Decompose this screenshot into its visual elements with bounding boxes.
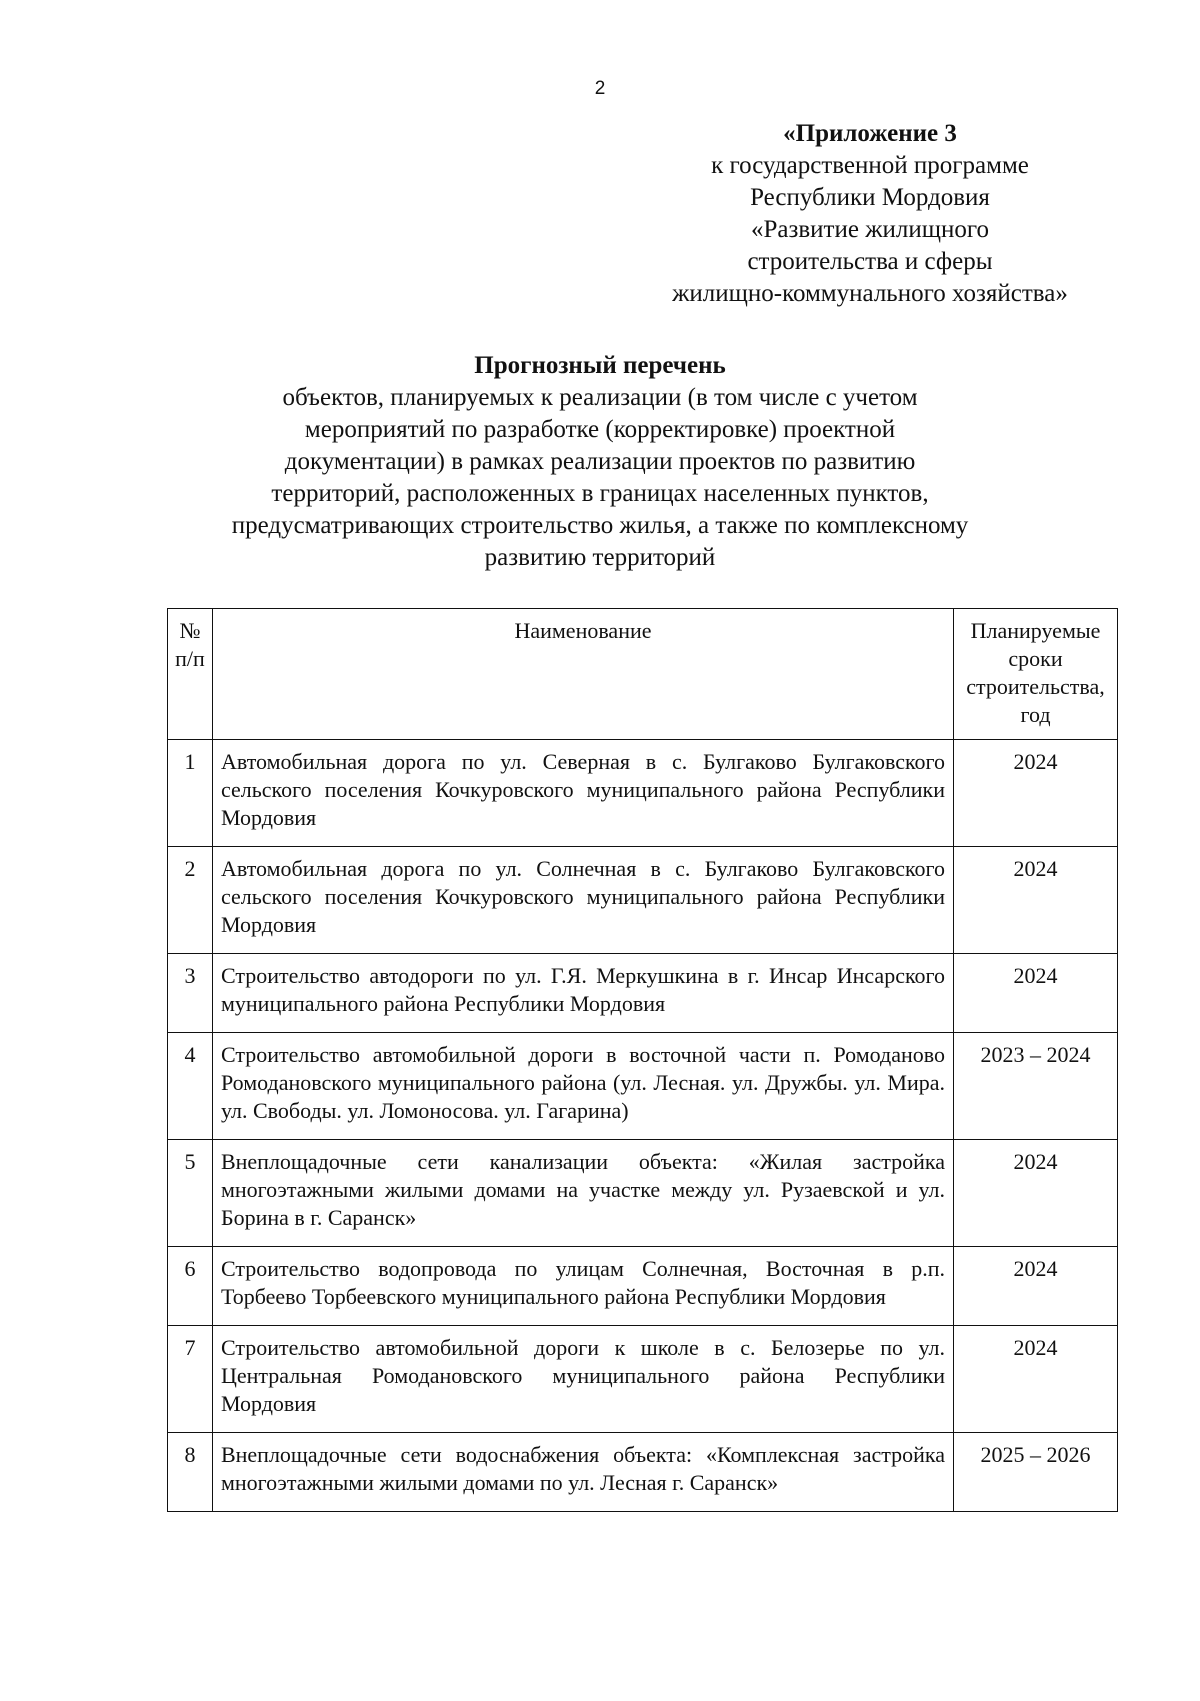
row-name: Строительство водопровода по улицам Солнечная, Восточная в р.п. Торбеево Торбеевского муниципального района Республики Мордовия <box>212 1247 953 1326</box>
row-name: Строительство автодороги по ул. Г.Я. Меркушкина в г. Инсар Инсарского муниципального района Республики Мордовия <box>212 954 953 1033</box>
row-number: 1 <box>168 740 213 847</box>
row-period: 2024 <box>954 740 1118 847</box>
header-period: Планируемые сроки строительства, год <box>954 609 1118 740</box>
table-row <box>168 1433 1118 1512</box>
document-subheading: объектов, планируемых к реализации (в том числе с учетом мероприятий по разработке (корректировке) проектной документации) в рамках реализации проектов по развитию территорий, расположенных в границах населенных пунктов, предусматривающих строительство жилья, а также по комплексному развитию территорий <box>231 384 969 571</box>
row-number: 4 <box>168 1033 213 1140</box>
appendix-line: «Развитие жилищного <box>751 216 989 243</box>
objects-table <box>167 608 1118 1512</box>
row-name: Автомобильная дорога по ул. Северная в с. Булгаково Булгаковского сельского поселения Кочкуровского муниципального района Республики Мордовия <box>212 740 953 847</box>
header-name: Наименование <box>212 609 953 740</box>
row-number: 3 <box>168 954 213 1033</box>
row-number: 7 <box>168 1326 213 1433</box>
row-period: 2024 <box>954 1247 1118 1326</box>
header-number: № п/п <box>168 609 213 740</box>
row-number: 8 <box>168 1433 213 1512</box>
table-row <box>168 1247 1118 1326</box>
row-period: 2024 <box>954 847 1118 954</box>
appendix-line: жилищно-коммунального хозяйства» <box>672 280 1068 307</box>
table-row <box>168 1033 1118 1140</box>
page-number: 2 <box>594 78 606 99</box>
table-row <box>168 1140 1118 1247</box>
row-number: 6 <box>168 1247 213 1326</box>
appendix-line: к государственной программе <box>711 152 1029 179</box>
row-name: Строительство автомобильной дороги в восточной части п. Ромоданово Ромодановского муниципального района (ул. Лесная. ул. Дружбы. ул. Мира. ул. Свободы. ул. Ломоносова. ул. Гагарина) <box>212 1033 953 1140</box>
table-row <box>168 954 1118 1033</box>
row-name: Автомобильная дорога по ул. Солнечная в с. Булгаково Булгаковского сельского поселения Кочкуровского муниципального района Республики Мордовия <box>212 847 953 954</box>
row-name: Внеплощадочные сети водоснабжения объекта: «Комплексная застройка многоэтажными жилыми домами по ул. Лесная г. Саранск» <box>212 1433 953 1512</box>
row-period: 2024 <box>954 1326 1118 1433</box>
appendix-title: «Приложение 3 <box>783 120 957 147</box>
table-row <box>168 740 1118 847</box>
row-period: 2025 – 2026 <box>954 1433 1118 1512</box>
appendix-line: Республики Мордовия <box>750 184 990 211</box>
row-number: 5 <box>168 1140 213 1247</box>
row-name: Строительство автомобильной дороги к школе в с. Белозерье по ул. Центральная Ромодановского муниципального района Республики Мордовия <box>212 1326 953 1433</box>
row-period: 2023 – 2024 <box>954 1033 1118 1140</box>
document-title-block <box>150 350 1050 574</box>
row-period: 2024 <box>954 954 1118 1033</box>
table-row <box>168 1326 1118 1433</box>
table-header-row <box>168 609 1118 740</box>
appendix-block <box>640 118 1100 310</box>
table-row <box>168 847 1118 954</box>
row-name: Внеплощадочные сети канализации объекта: «Жилая застройка многоэтажными жилыми домами на участке между ул. Рузаевской и ул. Борина в г. Саранск» <box>212 1140 953 1247</box>
row-number: 2 <box>168 847 213 954</box>
appendix-line: строительства и сферы <box>747 248 993 275</box>
document-heading: Прогнозный перечень <box>474 352 726 379</box>
row-period: 2024 <box>954 1140 1118 1247</box>
